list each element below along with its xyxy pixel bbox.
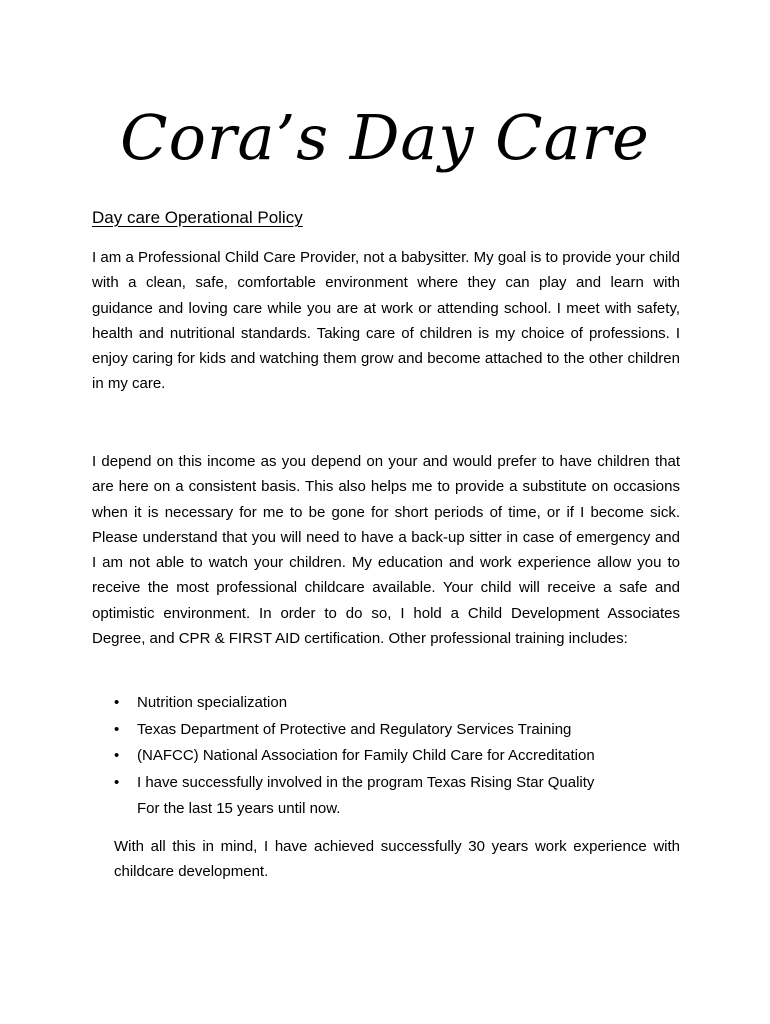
list-item-continuation: For the last 15 years until now. [137,800,341,817]
bullet-icon: • [114,720,120,738]
bullet-icon: • [114,773,120,791]
list-item-text: I have successfully involved in the program Texas Rising Star Quality [137,773,595,791]
list-item [114,743,680,770]
list-item [114,717,680,744]
training-list [114,690,680,823]
section-heading: Day care Operational Policy [92,208,303,227]
list-item [114,690,680,717]
list-item-text: Texas Department of Protective and Regulatory Services Training [137,720,572,738]
bullet-icon: • [114,747,120,764]
income-paragraph: I depend on this income as you depend on your and would prefer to have children that are here on a consistent basis. This also helps me to provide a substitute on occasions when it is necessary for me to be gone for short periods of time, or if I become sick. Please understand that you will need to have a back-up sitter in case of emergency and I am not able to watch your children. My education and work experience allow you to receive the most professional childcare available. Your child will receive a safe and optimistic environment. In order to do so, I hold a Child Development Associates Degree, and CPR & FIRST AID certification. Other professional training includes: [92,453,680,648]
bullet-icon: • [114,694,120,711]
closing-paragraph: With all this in mind, I have achieved successfully 30 years work experience with childcare development. [114,838,680,881]
intro-paragraph: I am a Professional Child Care Provider, not a babysitter. My goal is to provide your child with a clean, safe, comfortable environment where they can play and learn with guidance and loving care while you are at work or attending school. I meet with safety, health and nutritional standards. Taking care of children is my choice of professions. I enjoy caring for kids and watching them grow and become attached to the other children in my care. [92,249,680,393]
list-item-text: (NAFCC) National Association for Family Child Care for Accreditation [137,747,595,764]
list-item [114,770,680,823]
document-title: Cora’s Day Care [120,101,650,174]
list-item-text: Nutrition specialization [137,694,288,711]
